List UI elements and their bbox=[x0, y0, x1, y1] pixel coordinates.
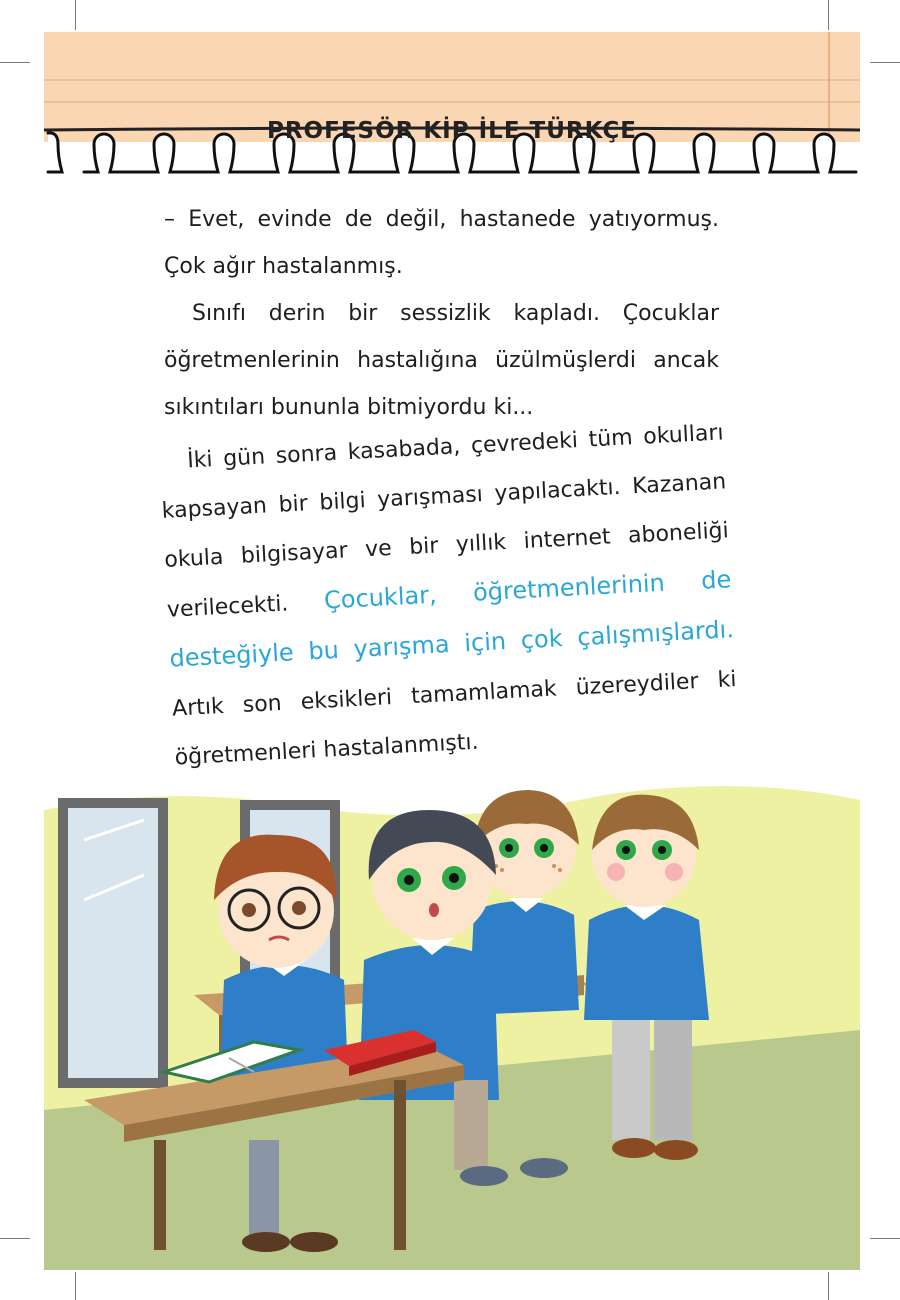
crop-mark bbox=[0, 1238, 30, 1239]
crop-mark bbox=[828, 1272, 829, 1300]
notebook-spiral-icon bbox=[44, 32, 860, 177]
crop-mark bbox=[870, 1238, 900, 1239]
crop-mark bbox=[75, 1272, 76, 1300]
paragraph-2: Sınıfı derin bir sessizlik kapladı. Çocuklar öğretmenlerinin hastalığına üzülmüşlerdi ancak sıkıntıları bununla bitmiyordu ki... bbox=[164, 301, 719, 420]
highlighted-sentence: Çocuklar, öğretmenlerinin de desteğiyle bu yarışma için çok çalışmışlardı. bbox=[168, 565, 735, 673]
paragraph-1: – Evet, evinde de değil, hastanede yatıyormuş. Çok ağır hastalanmış. bbox=[164, 207, 719, 279]
classroom-scene-icon bbox=[44, 780, 860, 1270]
paragraph-3-part-1: İki gün sonra kasabada, çevredeki tüm okulları kapsayan bir bilgi yarışması yapılacaktı. Kazanan okula bilgisayar ve bir yıllık internet aboneliği verilecekti. bbox=[161, 420, 730, 623]
crop-mark bbox=[870, 62, 900, 63]
crop-mark bbox=[0, 62, 30, 63]
crop-mark bbox=[828, 0, 829, 30]
notebook-header-banner bbox=[44, 32, 860, 177]
classroom-illustration bbox=[44, 780, 860, 1270]
paragraph-3-part-2: Artık son eksikleri tamamlamak üzereydiler ki öğretmenleri hastalanmıştı. bbox=[171, 667, 738, 771]
page-header-title: PROFESÖR KİP İLE TÜRKÇE bbox=[266, 118, 637, 144]
crop-mark bbox=[75, 0, 76, 30]
tilted-paragraph bbox=[158, 408, 740, 782]
